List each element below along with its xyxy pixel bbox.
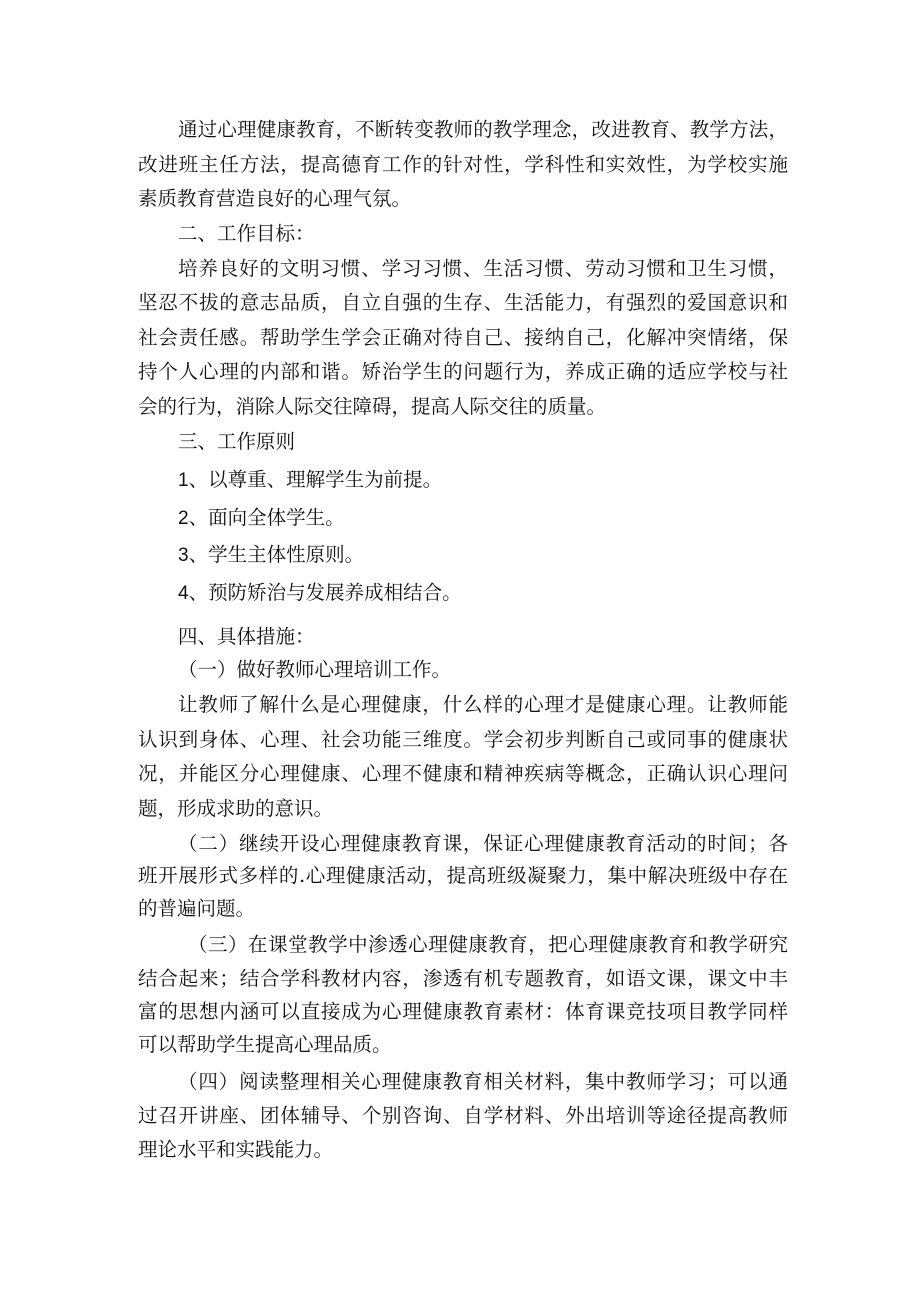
paragraph-line: 况，并能区分心理健康、心理不健康和精神疾病等概念，正确认识心理问 <box>138 762 788 785</box>
paragraph-line: （三）在课堂教学中渗透心理健康教育，把心理健康教育和教学研究 <box>188 933 788 956</box>
list-text: 、预防矫治与发展养成相结合。 <box>188 581 462 604</box>
paragraph-line: 班开展形式多样的.心理健康活动，提高班级凝聚力，集中解决班级中存在 <box>138 864 788 887</box>
list-text: 、面向全体学生。 <box>188 506 345 529</box>
list-number: 3 <box>178 545 189 566</box>
paragraph-line: 过召开讲座、团体辅导、个别咨询、自学材料、外出培训等途径提高教师 <box>138 1104 788 1127</box>
paragraph-line: 通过心理健康教育，不断转变教师的教学理念，改进教育、教学方法， <box>178 118 788 141</box>
list-number: 1 <box>178 470 189 491</box>
section-heading: 二、工作目标： <box>178 222 315 245</box>
paragraph-line: 题，形成求助的意识。 <box>138 797 334 820</box>
section-heading: 四、具体措施： <box>178 625 315 648</box>
paragraph-line: （四）阅读整理相关心理健康教育相关材料，集中教师学习；可以通 <box>178 1070 788 1093</box>
list-number: 4 <box>178 583 189 604</box>
subsection-title: （一）做好教师心理培训工作。 <box>178 658 452 681</box>
paragraph-line: 改进班主任方法，提高德育工作的针对性，学科性和实效性，为学校实施 <box>138 153 788 176</box>
paragraph-line: 理论水平和实践能力。 <box>138 1138 334 1161</box>
paragraph-line: 素质教育营造良好的心理气氛。 <box>138 187 412 210</box>
paragraph-line: （二）继续开设心理健康教育课，保证心理健康教育活动的时间；各 <box>178 832 788 855</box>
list-item <box>178 508 345 528</box>
list-text: 、学生主体性原则。 <box>188 543 365 566</box>
section-heading: 三、工作原则 <box>178 430 296 453</box>
paragraph-line: 会的行为，消除人际交往障碍，提高人际交往的质量。 <box>138 395 607 418</box>
paragraph-line: 让教师了解什么是心理健康，什么样的心理才是健康心理。让教师能 <box>178 693 788 716</box>
paragraph-line: 可以帮助学生提高心理品质。 <box>138 1033 392 1056</box>
paragraph-line: 坚忍不拔的意志品质，自立自强的生存、生活能力，有强烈的爱国意识和 <box>138 291 788 314</box>
paragraph-line: 持个人心理的内部和谐。矫治学生的问题行为，养成正确的适应学校与社 <box>138 360 788 383</box>
list-item <box>178 583 462 603</box>
list-text: 、以尊重、理解学生为前提。 <box>188 468 443 491</box>
list-number: 2 <box>178 508 189 529</box>
paragraph-line: 结合起来；结合学科教材内容，渗透有机专题教育，如语文课，课文中丰 <box>138 967 788 990</box>
paragraph-line: 社会责任感。帮助学生学会正确对待自己、接纳自己，化解冲突情绪，保 <box>138 326 788 349</box>
paragraph-line: 培养良好的文明习惯、学习习惯、生活习惯、劳动习惯和卫生习惯， <box>178 257 788 280</box>
paragraph-line: 富的思想内涵可以直接成为心理健康教育素材：体育课竞技项目教学同样 <box>138 1000 788 1023</box>
paragraph-line: 认识到身体、心理、社会功能三维度。学会初步判断自己或同事的健康状 <box>138 728 788 751</box>
list-item <box>178 470 442 490</box>
paragraph-line: 的普遍问题。 <box>138 897 256 920</box>
list-item <box>178 545 364 565</box>
